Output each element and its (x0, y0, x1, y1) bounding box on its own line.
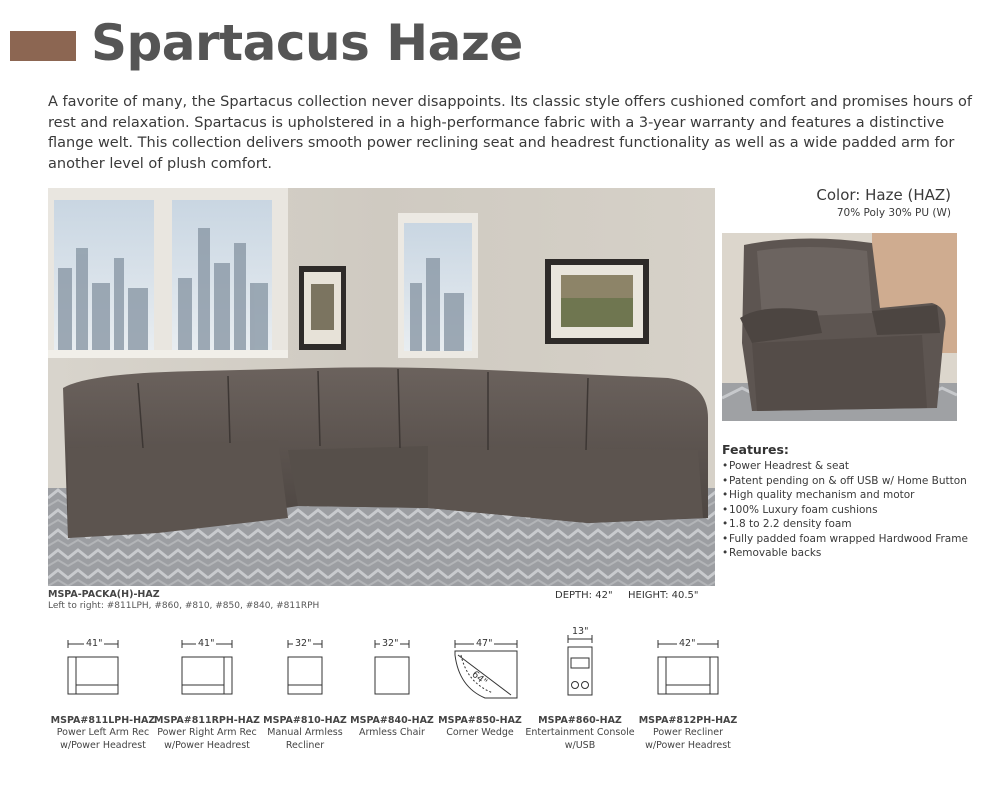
features-section (722, 442, 972, 561)
feature-item: •100% Luxury foam cushions (722, 503, 878, 516)
piece-code: MSPA#812PH-HAZ (638, 715, 738, 726)
sectional-room-photo (48, 188, 715, 586)
piece-diagram-812ph (623, 625, 753, 705)
piece-dimension: 47" (476, 638, 493, 649)
piece-dimension: 32" (295, 638, 312, 649)
piece-code: MSPA#860-HAZ (538, 715, 622, 726)
piece-description: Power Recliner w/Power Headrest (645, 727, 731, 751)
color-title: Color: Haze (HAZ) (816, 186, 951, 204)
piece-diagonal-dimension: 64" (469, 668, 490, 689)
piece-description: Corner Wedge (446, 727, 514, 738)
feature-item: •Patent pending on & off USB w/ Home Button (722, 474, 967, 487)
piece-dimension: 41" (86, 638, 103, 649)
recliner-photo (722, 233, 957, 421)
feature-item: •Removable backs (722, 547, 822, 559)
piece-code: MSPA#850-HAZ (438, 715, 522, 726)
piece-code: MSPA#811RPH-HAZ (154, 715, 260, 726)
piece-dimension: 42" (679, 638, 696, 649)
features-list (722, 459, 972, 561)
piece-code: MSPA#811LPH-HAZ (50, 715, 156, 726)
package-sku: MSPA-PACKA(H)-HAZ (48, 589, 160, 600)
package-left-to-right: Left to right: #811LPH, #860, #810, #850, #840, #811RPH (48, 601, 320, 611)
feature-item: •Power Headrest & seat (722, 460, 850, 472)
package-depth: DEPTH: 42" (555, 590, 613, 601)
piece-description: Armless Chair (359, 727, 425, 738)
piece-dimension: 13" (572, 626, 589, 637)
piece-dimension: 41" (198, 638, 215, 649)
piece-description: Power Right Arm Rec w/Power Headrest (157, 727, 257, 751)
piece-description: Power Left Arm Rec w/Power Headrest (56, 727, 150, 751)
color-material: 70% Poly 30% PU (W) (836, 207, 951, 219)
feature-item: •Fully padded foam wrapped Hardwood Frame (722, 532, 968, 545)
power-recliner-diagram (623, 625, 753, 705)
features-title: Features: (722, 442, 789, 457)
page-title: Spartacus Haze (91, 14, 523, 72)
piece-description: Manual Armless Recliner (267, 727, 343, 751)
piece-code: MSPA#840-HAZ (350, 715, 434, 726)
feature-item: •High quality mechanism and motor (722, 489, 915, 501)
intro-paragraph: A favorite of many, the Spartacus collection never disappoints. Its classic style offers cushioned comfort and promises hours of rest and relaxation. Spartacus is upholstered in a high-performance fabric with a 3-year warranty and features a distinctive flange welt. This collection delivers smooth power reclining seat and headrest functionality as well as a wide padded arm for another level of plush comfort. (48, 94, 973, 172)
piece-description: Entertainment Console w/USB (525, 727, 635, 751)
piece-code: MSPA#810-HAZ (263, 715, 347, 726)
brand-color-bar (10, 31, 76, 61)
feature-item: •1.8 to 2.2 density foam (722, 518, 852, 530)
package-height: HEIGHT: 40.5" (628, 590, 699, 601)
piece-dimension: 32" (382, 638, 399, 649)
